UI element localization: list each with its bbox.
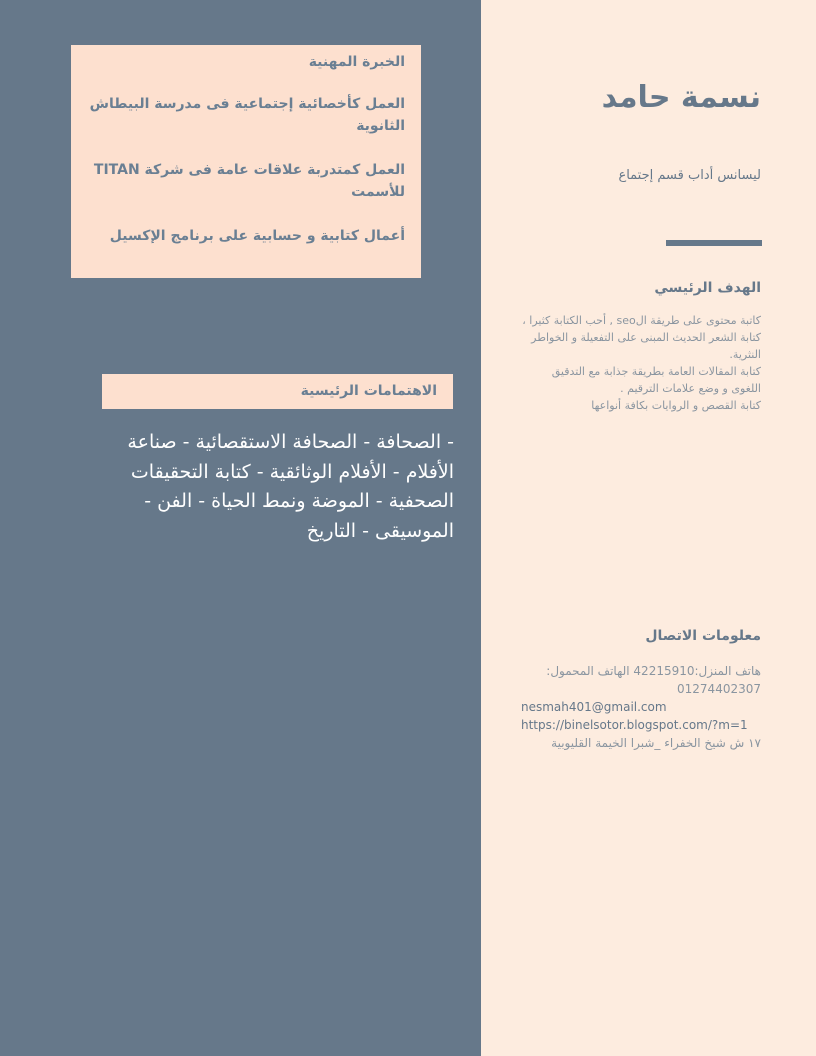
accent-divider [666,240,762,246]
contact-info [521,662,761,752]
experience-item: العمل كمتدربة علاقات عامة فى شركة TITAN للأسمت [93,162,405,200]
objective-line: كتابة القصص و الروايات بكافة أنواعها [591,399,761,412]
objective-title: الهدف الرئيسي [654,280,761,296]
contact-address: ١٧ ش شيخ الخفراء _شبرا الخيمة القليوبية [551,736,761,750]
contact-phones: هاتف المنزل:42215910 الهاتف المحمول: 01274402307 [546,664,761,696]
contact-email[interactable]: nesmah401@gmail.com [521,700,667,714]
interests-header [102,374,453,409]
interests-text: - الصحافة - الصحافة الاستقصائية - صناعة الأفلام - الأفلام الوثائقية - كتابة التحقيقات الصحفية - الموضة ونمط الحياة - الفن - الموسيقى - التاريخ [127,431,454,542]
contact-title: معلومات الاتصال [645,628,761,644]
contact-website[interactable]: https://binelsotor.blogspot.com/?m=1 [521,718,748,732]
profile-subtitle: ليسانس أداب قسم إجتماع [618,168,761,183]
experience-box [71,45,421,278]
objective-line: كتابة المقالات العامة بطريقة جذابة مع التدقيق اللغوى و وضع علامات الترقيم . [551,365,761,395]
objective-text [521,312,761,414]
right-panel [481,0,816,1056]
experience-item: العمل كأخصائية إجتماعية فى مدرسة البيطاش الثانوية [89,96,405,134]
objective-line: كاتبة محتوى على طريقة الseo , أحب الكتابة كثيرا ، كتابة الشعر الحديث المبنى على التفعيلة و الخواطر النثرية. [522,314,761,361]
profile-name: نسمة حامد [601,80,761,115]
experience-item: أعمال كتابية و حسابية على برنامج الإكسيل [109,228,405,244]
experience-title: الخبرة المهنية [308,54,405,70]
interests-title: الاهتمامات الرئيسية [300,383,437,399]
